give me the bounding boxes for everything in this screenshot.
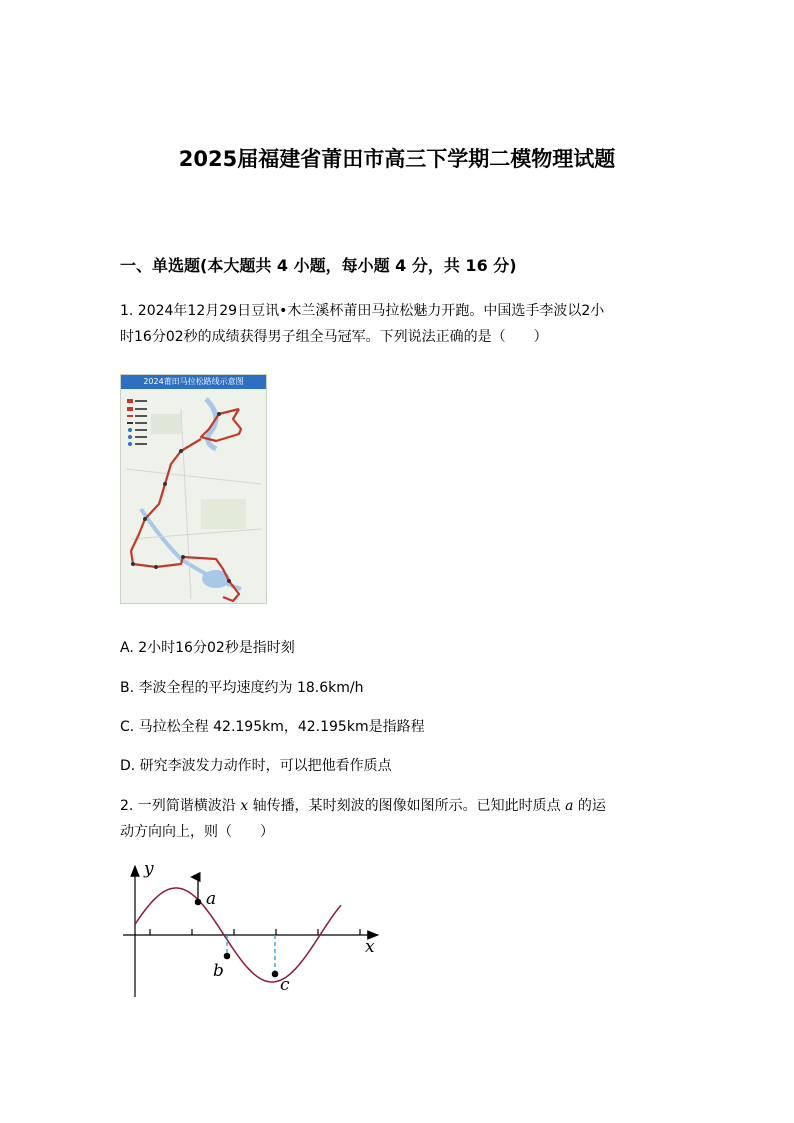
- question-2-text-3: 的运: [573, 798, 606, 814]
- label-b: b: [213, 961, 224, 981]
- route-map-image: [121, 389, 266, 603]
- question-2-var-x: x: [240, 798, 249, 814]
- question-1-line-2: 时16分02秒的成绩获得男子组全马冠军。下列说法正确的是（ ）: [120, 329, 548, 345]
- wave-figure: [120, 852, 390, 1000]
- label-a: a: [206, 889, 217, 909]
- question-1: [120, 298, 680, 350]
- x-ticks: [150, 929, 360, 935]
- question-2-var-a: a: [565, 798, 574, 814]
- map-title: 2024莆田马拉松路线示意图: [121, 375, 266, 389]
- option-b: B. 李波全程的平均速度约为 18.6km/h: [120, 680, 364, 696]
- label-c: c: [280, 975, 290, 995]
- point-c: [272, 971, 279, 978]
- question-2: [120, 793, 680, 845]
- question-2-line-1: [120, 793, 680, 819]
- page-title: 2025届福建省莆田市高三下学期二模物理试题: [178, 147, 616, 171]
- option-d: D. 研究李波发力动作时，可以把他看作质点: [120, 758, 392, 774]
- question-1-line-1: 1. 2024年12月29日豆讯•木兰溪杯莆田马拉松魅力开跑。中国选手李波以2小: [120, 303, 605, 319]
- question-2-text-2: 轴传播，某时刻波的图像如图所示。已知此时质点: [248, 798, 566, 814]
- x-label: x: [365, 937, 375, 957]
- point-a: [195, 899, 202, 906]
- question-2-text-1: 2. 一列简谐横波沿: [120, 798, 241, 814]
- option-c: C. 马拉松全程 42.195km，42.195km是指路程: [120, 719, 425, 735]
- section-heading: 一、单选题(本大题共 4 小题，每小题 4 分，共 16 分): [120, 256, 517, 275]
- point-b: [224, 953, 231, 960]
- question-2-line-2: 动方向向上，则（ ）: [120, 824, 274, 840]
- marathon-route-map: [120, 374, 267, 604]
- y-label: y: [144, 859, 154, 879]
- option-a: A. 2小时16分02秒是指时刻: [120, 640, 295, 656]
